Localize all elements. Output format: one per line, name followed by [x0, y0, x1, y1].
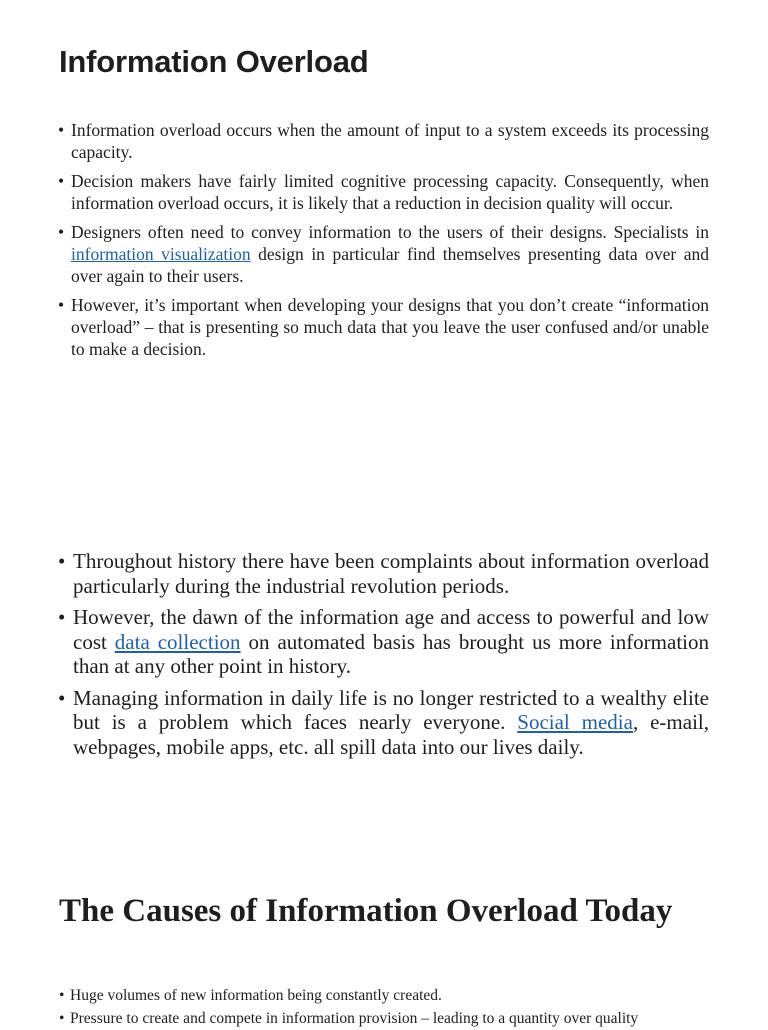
bullet-list — [58, 549, 709, 766]
bullet-icon: • — [58, 222, 65, 242]
bullet-item — [59, 984, 715, 1007]
slide-history — [0, 530, 768, 780]
bullet-text-before: However, the dawn of the information age and access to powerful and low cost — [73, 605, 709, 654]
bullet-text-after: on automated basis has brought us more information than at any other point in history. — [73, 629, 709, 678]
bullet-text-after: design in particular find themselves presenting data over and over again to their users. — [71, 244, 710, 286]
bullet-item — [59, 1007, 715, 1030]
bullet-text: Throughout history there have been complaints about information overload particularly during the industrial revolution periods. — [73, 549, 709, 598]
bullet-text: Decision makers have fairly limited cognitive processing capacity. Consequently, when information overload occurs, it is likely that a reduction in decision quality will occur. — [71, 171, 709, 213]
bullet-icon: • — [58, 295, 65, 315]
bullet-text-after: , e-mail, webpages, mobile apps, etc. all spill data into our lives daily. — [73, 710, 709, 759]
bullet-icon: • — [59, 1010, 65, 1027]
bullet-text-before: Managing information in daily life is no longer restricted to a wealthy elite but is a problem which faces nearly everyone. — [73, 685, 709, 734]
bullet-list — [58, 119, 710, 367]
bullet-icon: • — [58, 549, 66, 573]
slide-title: Information Overload — [59, 44, 369, 79]
bullet-icon: • — [58, 685, 66, 710]
bullet-list — [59, 984, 715, 1030]
social-media-link[interactable]: Social media — [517, 710, 633, 734]
bullet-item — [58, 170, 709, 214]
bullet-icon: • — [58, 120, 65, 140]
bullet-icon: • — [59, 987, 65, 1004]
bullet-icon: • — [58, 605, 66, 629]
bullet-item — [58, 221, 710, 287]
bullet-text: Huge volumes of new information being constantly created. — [70, 987, 442, 1004]
data-collection-link[interactable]: data collection — [114, 629, 241, 654]
bullet-icon: • — [58, 171, 65, 191]
bullet-text: Pressure to create and compete in information provision – leading to a quantity over quality — [70, 1010, 639, 1027]
bullet-item — [58, 549, 709, 598]
bullet-text: Information overload occurs when the amount of input to a system exceeds its processing capacity. — [71, 120, 709, 162]
bullet-text: However, it’s important when developing your designs that you don’t create “information overload” – that is presenting so much data that you leave the user confused and/or unable to make a decision. — [71, 295, 709, 359]
information-visualization-link[interactable]: information visualization — [71, 244, 251, 264]
bullet-item — [58, 294, 709, 360]
slide-causes — [0, 880, 768, 1027]
slide-title: The Causes of Information Overload Today — [59, 893, 673, 929]
bullet-item — [58, 685, 709, 760]
bullet-text-before: Designers often need to convey information to the users of their designs. Specialists in — [71, 222, 709, 242]
bullet-item — [58, 605, 709, 679]
bullet-item — [58, 119, 709, 163]
slide-information-overload — [0, 0, 768, 420]
